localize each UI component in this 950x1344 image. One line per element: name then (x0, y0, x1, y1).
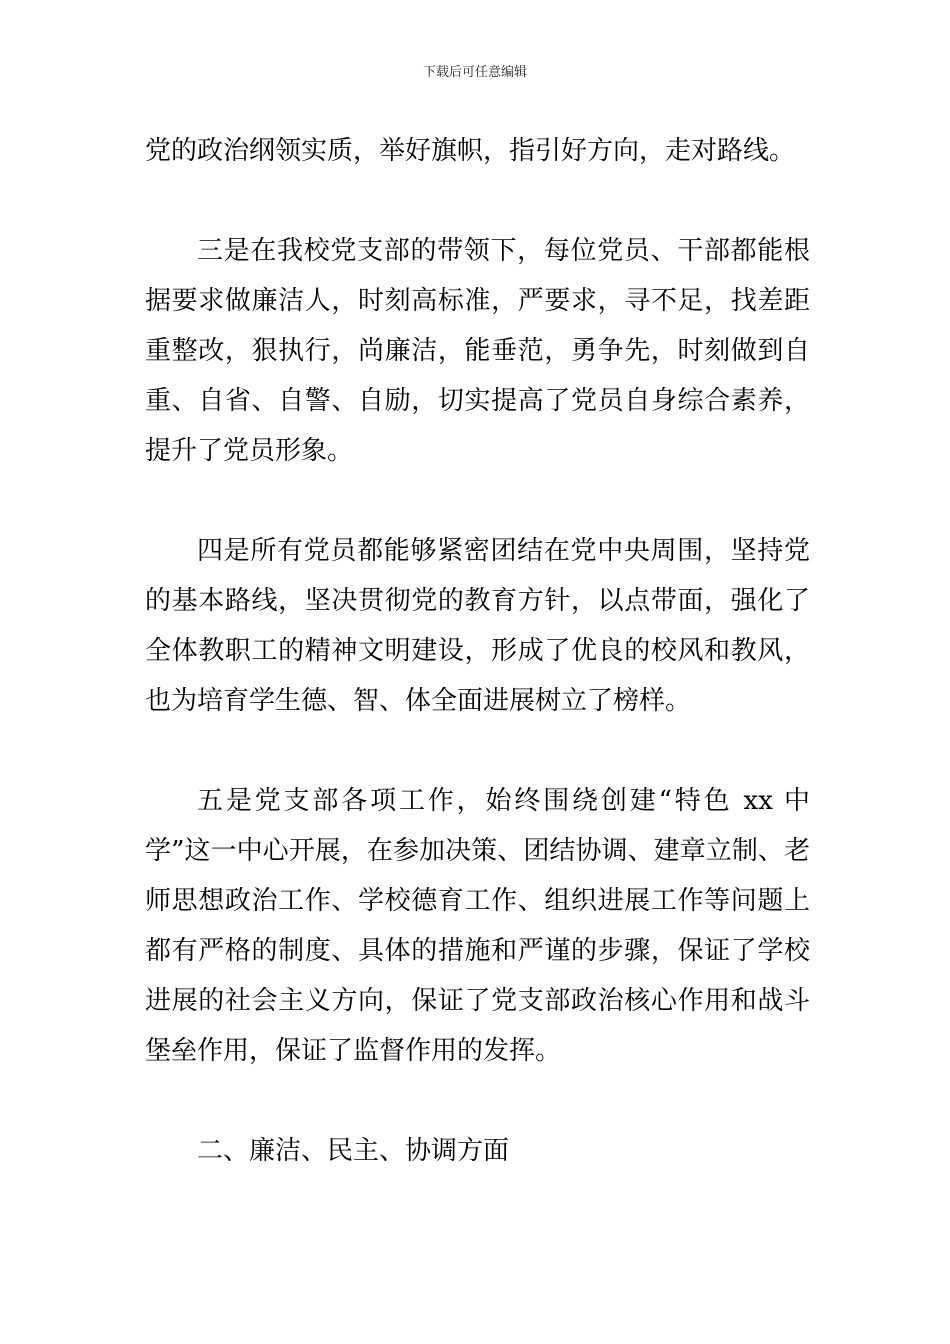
paragraph-gap (145, 726, 810, 776)
section-heading: 二、廉洁、民主、协调方面 (197, 1136, 510, 1166)
paragraph-three: 三是在我校党支部的带领下，每位党员、干部都能根据要求做廉洁人，时刻高标准，严要求，寻不足，找差距重整改，狠执行，尚廉洁，能垂范，勇争先，时刻做到自重、自省、自警、自励，切实提高了党员自身综合素养，提升了党员形象。 (145, 236, 810, 466)
paragraph-gap (145, 476, 810, 526)
paragraph-four: 四是所有党员都能够紧密团结在党中央周围，坚持党的基本路线，坚决贯彻党的教育方针，以点带面，强化了全体教职工的精神文明建设，形成了优良的校风和教风，也为培育学生德、智、体全面进展树立了榜样。 (145, 536, 810, 716)
paragraph-gap (145, 1076, 810, 1126)
paragraph-gap (145, 176, 810, 226)
paragraph-five: 五是党支部各项工作，始终围绕创建“特色 xx 中学”这一中心开展，在参加决策、团结协调、建章立制、老师思想政治工作、学校德育工作、组织进展工作等问题上都有严格的制度、具体的措施和严谨的步骤，保证了学校进展的社会主义方向，保证了党支部政治核心作用和战斗堡垒作用，保证了监督作用的发挥。 (145, 786, 810, 1066)
document-body (145, 126, 810, 1176)
paragraph-continuation: 党的政治纲领实质，举好旗帜，指引好方向，走对路线。 (145, 136, 796, 166)
page-header: 下载后可任意编辑 (422, 65, 527, 80)
